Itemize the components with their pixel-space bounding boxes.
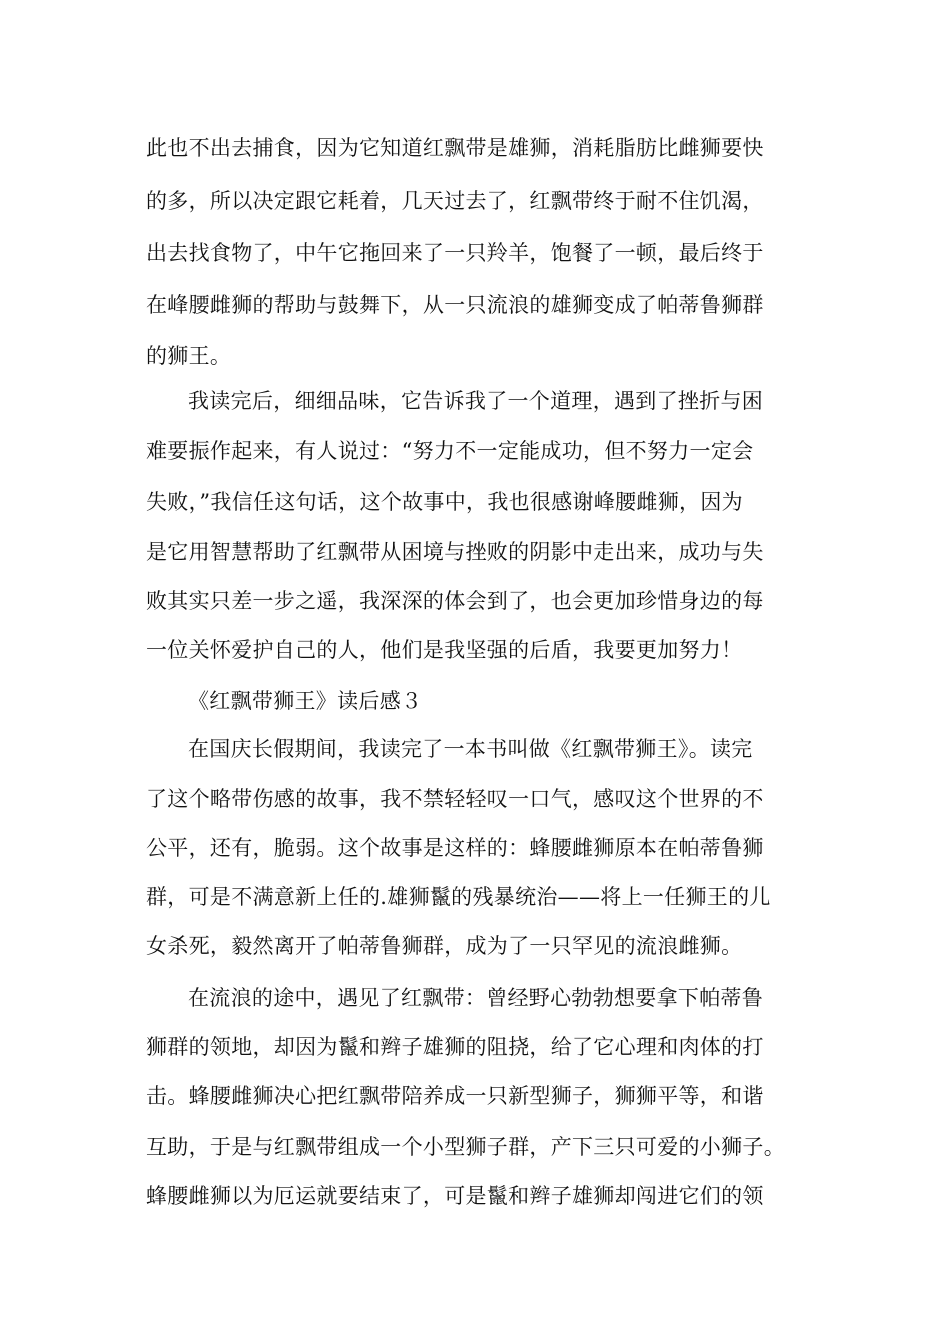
paragraph-3-line-5: 女杀死，毅然离开了帕蒂鲁狮群，成为了一只罕见的流浪雌狮。: [146, 934, 743, 958]
section-title: 《红飘带狮王》读后感３: [188, 689, 423, 713]
paragraph-3-line-3: 公平，还有，脆弱。这个故事是这样的：蜂腰雌狮原本在帕蒂鲁狮: [146, 836, 764, 860]
paragraph-4-line-4: 互助，于是与红飘带组成一个小型狮子群，产下三只可爱的小狮子。: [146, 1135, 785, 1159]
paragraph-1-line-3: 出去找食物了，中午它拖回来了一只羚羊，饱餐了一顿，最后终于: [146, 241, 764, 265]
paragraph-1-line-5: 的狮王。: [146, 344, 232, 368]
paragraph-2-line-2: 难要振作起来，有人说过：“努力不一定能成功，但不努力一定会: [146, 439, 754, 463]
paragraph-1-line-2: 的多，所以决定跟它耗着，几天过去了，红飘带终于耐不住饥渴，: [146, 189, 764, 213]
paragraph-2-line-1: 我读完后，细细品味，它告诉我了一个道理，遇到了挫折与困: [188, 389, 764, 413]
paragraph-3-line-4: 群，可是不满意新上任的.雄狮鬣的残暴统治——将上一任狮王的儿: [146, 885, 771, 909]
paragraph-3-line-2: 了这个略带伤感的故事，我不禁轻轻叹一口气，感叹这个世界的不: [146, 787, 764, 811]
paragraph-1-line-4: 在峰腰雌狮的帮助与鼓舞下，从一只流浪的雄狮变成了帕蒂鲁狮群: [146, 293, 764, 317]
paragraph-4-line-5: 蜂腰雌狮以为厄运就要结束了，可是鬣和辫子雄狮却闯进它们的领: [146, 1184, 764, 1208]
paragraph-4-line-3: 击。蜂腰雌狮决心把红飘带陪养成一只新型狮子，狮狮平等，和谐: [146, 1084, 764, 1108]
paragraph-2-line-6: 一位关怀爱护自己的人，他们是我坚强的后盾，我要更加努力！: [146, 638, 743, 662]
paragraph-2-line-5: 败其实只差一步之遥，我深深的体会到了，也会更加珍惜身边的每: [146, 589, 764, 613]
paragraph-1-line-1: 此也不出去捕食，因为它知道红飘带是雄狮，消耗脂肪比雌狮要快: [146, 136, 764, 160]
paragraph-4-line-2: 狮群的领地，却因为鬣和辫子雄狮的阻挠，给了它心理和肉体的打: [146, 1035, 764, 1059]
paragraph-3-line-1: 在国庆长假期间，我读完了一本书叫做《红飘带狮王》。读完: [188, 737, 753, 761]
paragraph-4-line-1: 在流浪的途中，遇见了红飘带：曾经野心勃勃想要拿下帕蒂鲁: [188, 986, 764, 1010]
paragraph-2-line-4: 是它用智慧帮助了红飘带从困境与挫败的阴影中走出来，成功与失: [146, 540, 764, 564]
paragraph-2-line-3: 失败，”我信任这句话，这个故事中，我也很感谢峰腰雌狮，因为: [146, 490, 743, 514]
